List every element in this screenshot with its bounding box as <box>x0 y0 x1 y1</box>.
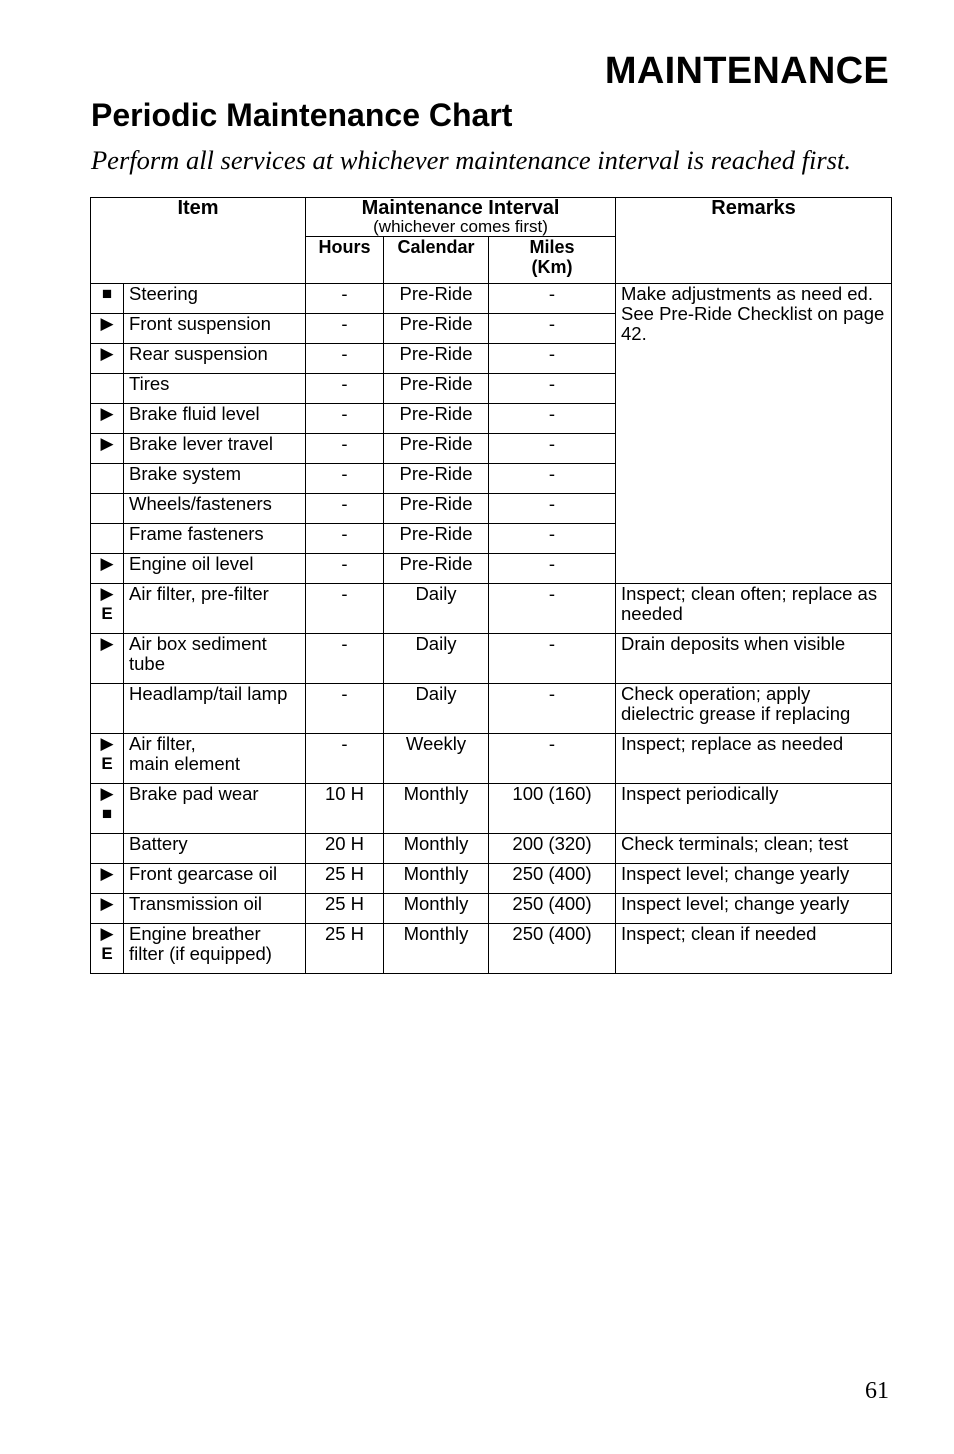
row-symbol <box>91 554 124 584</box>
row-item: Steering <box>124 284 306 314</box>
row-remarks: Check terminals; clean; test <box>616 834 892 864</box>
row-symbol <box>91 344 124 374</box>
row-miles: 250 (400) <box>489 864 616 894</box>
row-calendar: Monthly <box>384 894 489 924</box>
row-calendar: Pre-Ride <box>384 374 489 404</box>
row-calendar: Pre-Ride <box>384 464 489 494</box>
table-row <box>91 924 892 974</box>
row-hours: - <box>306 344 384 374</box>
row-hours: - <box>306 464 384 494</box>
header-item: Item <box>91 198 306 284</box>
row-item: Air filter, pre-filter <box>124 584 306 634</box>
header-miles-unit: (Km) <box>531 257 573 277</box>
row-item: Tires <box>124 374 306 404</box>
row-hours: - <box>306 684 384 734</box>
row-calendar: Daily <box>384 634 489 684</box>
table-row <box>91 584 892 634</box>
row-hours: - <box>306 314 384 344</box>
row-item: Wheels/fasteners <box>124 494 306 524</box>
header-remarks: Remarks <box>616 198 892 284</box>
table-row <box>91 634 892 684</box>
triangle-icon: ▶ <box>100 924 114 943</box>
row-miles: - <box>489 284 616 314</box>
row-symbol <box>91 494 124 524</box>
row-miles: - <box>489 734 616 784</box>
row-hours: - <box>306 554 384 584</box>
row-item: Brake lever travel <box>124 434 306 464</box>
row-item: Battery <box>124 834 306 864</box>
row-symbol <box>91 584 124 634</box>
row-remarks-shared: Make adjustments as need ed. See Pre-Ride Checklist on page 42. <box>616 284 892 584</box>
row-remarks: Check operation; apply dielectric grease if replacing <box>616 684 892 734</box>
row-item: Engine breather filter (if equipped) <box>124 924 306 974</box>
row-hours: - <box>306 584 384 634</box>
row-item: Air box sediment tube <box>124 634 306 684</box>
row-calendar: Pre-Ride <box>384 434 489 464</box>
row-symbol <box>91 684 124 734</box>
section-title: MAINTENANCE <box>604 50 889 92</box>
row-item: Rear suspension <box>124 344 306 374</box>
header-miles <box>489 237 616 284</box>
table-row <box>91 284 892 314</box>
triangle-icon: ▶ <box>100 554 114 573</box>
row-item: Transmission oil <box>124 894 306 924</box>
table-row <box>91 734 892 784</box>
row-item: Engine oil level <box>124 554 306 584</box>
row-symbol <box>91 634 124 684</box>
row-symbol <box>91 734 124 784</box>
triangle-icon: ▶ <box>100 894 114 913</box>
table-row <box>91 834 892 864</box>
triangle-icon: ▶ <box>100 344 114 363</box>
row-calendar: Monthly <box>384 834 489 864</box>
header-interval-note: (whichever comes first) <box>373 217 548 236</box>
table-row <box>91 684 892 734</box>
header-interval-label: Maintenance Interval <box>361 197 560 219</box>
row-calendar: Pre-Ride <box>384 554 489 584</box>
row-item: Headlamp/tail lamp <box>124 684 306 734</box>
row-symbol <box>91 924 124 974</box>
row-miles: - <box>489 584 616 634</box>
row-symbol-letter: E <box>101 604 113 623</box>
row-symbol <box>91 404 124 434</box>
row-symbol <box>91 894 124 924</box>
row-symbol <box>91 464 124 494</box>
row-symbol <box>91 524 124 554</box>
row-hours: 25 H <box>306 864 384 894</box>
row-calendar: Monthly <box>384 924 489 974</box>
row-miles: - <box>489 554 616 584</box>
triangle-icon: ▶ <box>100 434 114 453</box>
row-miles: - <box>489 404 616 434</box>
row-hours: - <box>306 284 384 314</box>
row-hours: 25 H <box>306 924 384 974</box>
row-calendar: Daily <box>384 584 489 634</box>
row-miles: - <box>489 374 616 404</box>
row-symbol <box>91 374 124 404</box>
table-row <box>91 784 892 834</box>
triangle-icon: ▶ <box>100 584 114 603</box>
row-remarks: Inspect; replace as needed <box>616 734 892 784</box>
square-icon: ■ <box>101 804 113 823</box>
triangle-icon: ▶ <box>100 314 114 333</box>
page-number: 61 <box>865 1378 889 1404</box>
row-hours: 10 H <box>306 784 384 834</box>
row-symbol-letter: E <box>101 754 113 773</box>
triangle-icon: ▶ <box>100 634 114 653</box>
table-row <box>91 894 892 924</box>
row-hours: 25 H <box>306 894 384 924</box>
row-hours: - <box>306 434 384 464</box>
row-hours: - <box>306 374 384 404</box>
header-hours: Hours <box>306 237 384 284</box>
table-row <box>91 864 892 894</box>
page-subtitle: Perform all services at whichever maintenance interval is reached first. <box>91 145 851 175</box>
row-symbol <box>91 834 124 864</box>
row-symbol <box>91 284 124 314</box>
square-icon: ■ <box>101 284 113 303</box>
triangle-icon: ▶ <box>100 784 114 803</box>
row-calendar: Pre-Ride <box>384 404 489 434</box>
row-symbol <box>91 434 124 464</box>
row-calendar: Pre-Ride <box>384 314 489 344</box>
row-remarks: Inspect; clean often; replace as needed <box>616 584 892 634</box>
row-miles: 100 (160) <box>489 784 616 834</box>
triangle-icon: ▶ <box>100 864 114 883</box>
row-symbol <box>91 784 124 834</box>
row-calendar: Monthly <box>384 784 489 834</box>
row-miles: - <box>489 634 616 684</box>
row-miles: 250 (400) <box>489 894 616 924</box>
row-hours: 20 H <box>306 834 384 864</box>
row-calendar: Pre-Ride <box>384 284 489 314</box>
row-symbol-letter: E <box>101 944 113 963</box>
row-hours: - <box>306 524 384 554</box>
triangle-icon: ▶ <box>100 404 114 423</box>
row-item: Brake fluid level <box>124 404 306 434</box>
row-miles: - <box>489 314 616 344</box>
row-item: Front gearcase oil <box>124 864 306 894</box>
row-calendar: Daily <box>384 684 489 734</box>
header-maintenance-interval <box>306 198 616 237</box>
maintenance-chart-table <box>90 197 892 974</box>
row-remarks: Drain deposits when visible <box>616 634 892 684</box>
row-miles: - <box>489 524 616 554</box>
row-miles: - <box>489 344 616 374</box>
row-hours: - <box>306 404 384 434</box>
header-calendar: Calendar <box>384 237 489 284</box>
page-heading: Periodic Maintenance Chart <box>91 97 513 133</box>
row-miles: 200 (320) <box>489 834 616 864</box>
row-miles: - <box>489 434 616 464</box>
row-symbol <box>91 314 124 344</box>
row-hours: - <box>306 634 384 684</box>
header-miles-label: Miles <box>529 237 575 257</box>
row-miles: - <box>489 684 616 734</box>
row-item: Front suspension <box>124 314 306 344</box>
row-remarks: Inspect; clean if needed <box>616 924 892 974</box>
row-item: Brake pad wear <box>124 784 306 834</box>
row-miles: - <box>489 494 616 524</box>
row-calendar: Pre-Ride <box>384 344 489 374</box>
row-item-line1: Air filter, <box>129 733 196 754</box>
row-miles: - <box>489 464 616 494</box>
row-item: Frame fasteners <box>124 524 306 554</box>
row-remarks: Inspect level; change yearly <box>616 864 892 894</box>
row-miles: 250 (400) <box>489 924 616 974</box>
row-calendar: Pre-Ride <box>384 494 489 524</box>
row-hours: - <box>306 734 384 784</box>
row-item-line2: main element <box>129 753 241 774</box>
row-calendar: Monthly <box>384 864 489 894</box>
row-symbol <box>91 864 124 894</box>
row-item: Brake system <box>124 464 306 494</box>
triangle-icon: ▶ <box>100 734 114 753</box>
table-header-row <box>91 198 892 237</box>
row-item <box>124 734 306 784</box>
row-remarks: Inspect periodically <box>616 784 892 834</box>
row-hours: - <box>306 494 384 524</box>
row-calendar: Weekly <box>384 734 489 784</box>
row-remarks: Inspect level; change yearly <box>616 894 892 924</box>
row-calendar: Pre-Ride <box>384 524 489 554</box>
